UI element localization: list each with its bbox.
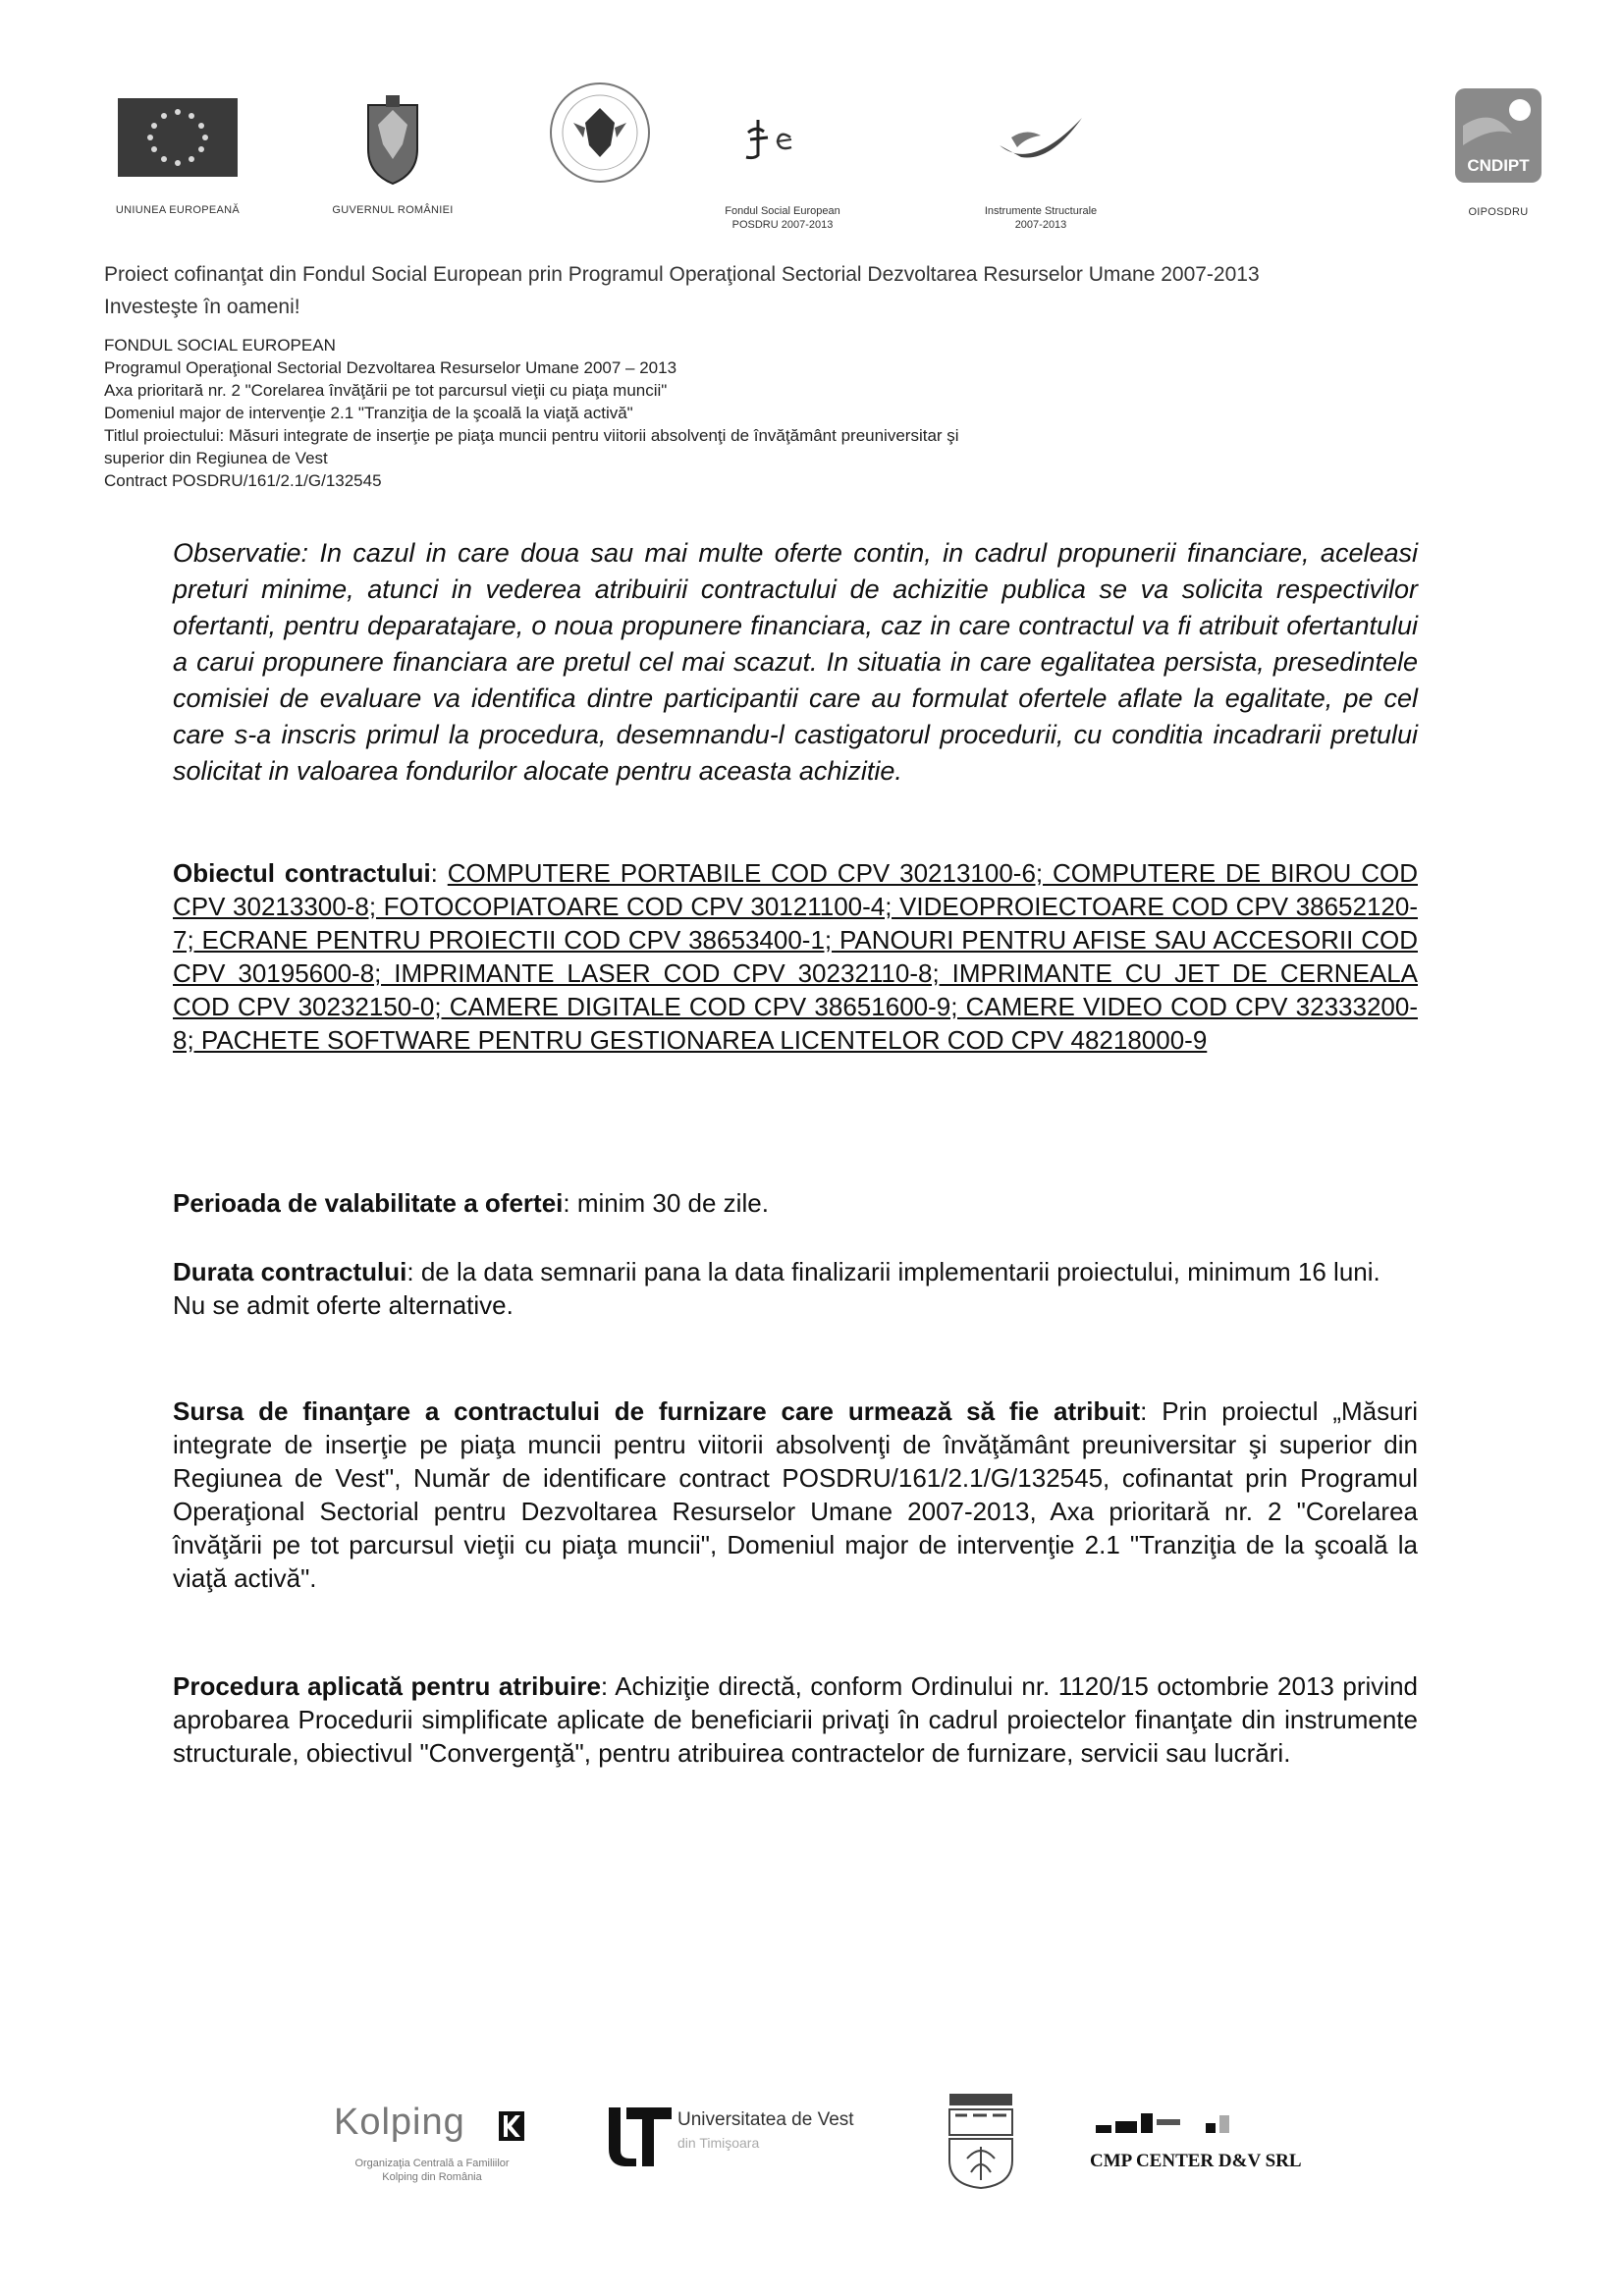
fse-mark-icon: [736, 108, 805, 162]
contract-number: Contract POSDRU/161/2.1/G/132545: [104, 471, 382, 490]
kolping-subtitle: [334, 2157, 530, 2184]
uvt-subtitle: din Timişoara: [677, 2135, 760, 2151]
cmp-name: CMP CENTER D&V SRL: [1090, 2151, 1302, 2171]
swoosh-icon: [992, 108, 1090, 177]
coat-of-arms-icon: [358, 90, 427, 189]
header-logo-row: [0, 0, 1623, 246]
fund-name: FONDUL SOCIAL EUROPEAN: [104, 336, 336, 355]
observation-paragraph: Observatie: In cazul in care doua sau mai multe oferte contin, in cadrul propunerii financiare, aceleasi preturi minime, atunci in vederea atribuirii contractului de achizitie publica se va solicita respectivilor ofertanti, pentru deparatajare, o noua propunere financiara, caz in care contractul va fi atribuit ofertantului a carui propunere financiara are pretul cel mai scazut. In situatia in care egalitatea persista, presedintele comisiei de evaluare va identifica dintre participantii care au formulat ofertele aflate la egalitate, pe cel care s-a inscris primul la procedura, desemnandu-l castigatorul procedurii, cu conditia incadrarii pretului solicitat in valoarea fondurilor alocate pentru aceasta achizitie.: [173, 538, 1418, 786]
cmp-mark-icon: [1096, 2111, 1292, 2137]
fse-caption: [699, 204, 866, 232]
cmp-logo: [1090, 2111, 1306, 2190]
structural-caption-line2: 2007-2013: [1014, 219, 1067, 231]
duration-section: Durata contractului: de la data semnarii pana la data finalizarii implementarii proiectului, minimum 16 luni. Nu se admit oferte alternative.: [173, 1255, 1418, 1322]
cndipt-icon: [1453, 86, 1543, 185]
procedure-section: Procedura aplicată pentru atribuire: Achiziţie directă, conform Ordinului nr. 1120/15 octombrie 2013 privind aprobarea Procedurii simplificate aplicate de beneficiarii privaţi în cadrul proiectelor finanţate din instrumente structurale, obiectivul "Convergenţă", pentru atribuirea contractelor de furnizare, servicii sau lucrări.: [173, 1671, 1418, 1768]
kolping-sub-line1: Organizaţia Centrală a Familiilor: [354, 2158, 510, 2169]
uvt-name: Universitatea de Vest: [677, 2109, 854, 2130]
duration-label: Durata contractului: [173, 1257, 407, 1286]
seal-icon: [546, 79, 654, 187]
project-title-line1: Titlul proiectului: Măsuri integrate de inserţie pe piaţa muncii pentru viitorii absolvenţi de învăţământ preuniversitar şi: [104, 426, 959, 445]
footer-logo-row: [0, 2092, 1623, 2229]
cndipt-logo: [1453, 86, 1543, 185]
fse-caption-line1: Fondul Social European: [725, 205, 840, 217]
contract-object-section: Obiectul contractului: COMPUTERE PORTABILE COD CPV 30213100-6; COMPUTERE DE BIROU COD CPV 30213300-8; FOTOCOPIATOARE COD CPV 30121100-4; VIDEOPROIECTOARE COD CPV 38652120-7; ECRANE PENTRU PROIECTII COD CPV 38653400-1; PANOURI PENTRU AFISE SAU ACCESORII COD CPV 30195600-8; IMPRIMANTE LASER COD CPV 30232110-8; IMPRIMANTE CU JET DE CERNEALA COD CPV 30232150-0; CAMERE DIGITALE COD CPV 38651600-9; CAMERE VIDEO COD CPV 32333200-8; PACHETE SOFTWARE PENTRU GESTIONAREA LICENTELOR COD CPV 48218000-9: [173, 858, 1418, 1055]
funding-section: Sursa de finanţare a contractului de furnizare care urmează să fie atribuit: Prin proiectul „Măsuri integrate de inserţie pe piaţa muncii pentru viitorii absolvenţi de învăţământ preuniversitar şi superior din Regiunea de Vest", Număr de identificare contract POSDRU/161/2.1/G/132545, cofinantat prin Programul Operaţional Sectorial pentru Dezvoltarea Resurselor Umane 2007-2013, Axa prioritară nr. 2 "Corelarea învăţării pe tot parcursul vieţii cu piaţa muncii", Domeniul major de intervenţie 2.1 "Tranziţia de la şcoală la viaţă activă".: [173, 1396, 1418, 1593]
validity-label: Perioada de valabilitate a ofertei: [173, 1188, 564, 1218]
validity-text: minim 30 de zile.: [576, 1188, 769, 1218]
eu-stars-icon: [118, 98, 238, 177]
cndipt-caption: OIPOSDRU: [1468, 206, 1529, 218]
ministry-seal-logo: [546, 79, 654, 187]
validity-section: Perioada de valabilitate a ofertei: minim 30 de zile.: [173, 1188, 769, 1218]
intro-line1: Proiect cofinanţat din Fondul Social European prin Programul Operaţional Sectorial Dezvoltarea Resurselor Umane 2007-2013: [104, 263, 1260, 286]
kolping-sub-line2: Kolping din România: [382, 2171, 482, 2183]
fse-caption-line2: POSDRU 2007-2013: [731, 219, 834, 231]
kolping-wordmark: Kolping: [334, 2102, 465, 2143]
eu-caption: UNIUNEA EUROPEANĂ: [115, 204, 241, 216]
kolping-logo: [334, 2102, 540, 2210]
duration-text: de la data semnarii pana la data finalizarii implementarii proiectului, minimum 16 luni.: [420, 1257, 1380, 1286]
intervention-domain: Domeniul major de intervenţie 2.1 "Tranziţia de la şcoală la viaţă activă": [104, 404, 633, 422]
project-title-line2: superior din Regiunea de Vest: [104, 449, 328, 467]
contract-object-text: COMPUTERE PORTABILE COD CPV 30213100-6; COMPUTERE DE BIROU COD CPV 30213300-8; FOTOCOPIATOARE COD CPV 30121100-4; VIDEOPROIECTOARE COD CPV 38652120-7; ECRANE PENTRU PROIECTII COD CPV 38653400-1; PANOURI PENTRU AFISE SAU ACCESORII COD CPV 30195600-8; IMPRIMANTE LASER COD CPV 30232110-8; IMPRIMANTE CU JET DE CERNEALA COD CPV 30232150-0; CAMERE DIGITALE COD CPV 38651600-9; CAMERE VIDEO COD CPV 32333200-8; PACHETE SOFTWARE PENTRU GESTIONAREA LICENTELOR COD CPV 48218000-9: [173, 858, 1418, 1055]
structural-caption-line1: Instrumente Structurale: [984, 205, 1098, 217]
uvt-logo: [607, 2104, 892, 2182]
crest-icon: [947, 2092, 1014, 2190]
crest-logo: [947, 2092, 1014, 2190]
alternative-offers-note: Nu se admit oferte alternative.: [173, 1290, 514, 1320]
gov-caption: GUVERNUL ROMÂNIEI: [332, 204, 454, 216]
fse-logo: [736, 108, 805, 162]
intro-block: [104, 334, 1282, 492]
funding-label: Sursa de finanţare a contractului de furnizare care urmează să fie atribuit: [173, 1396, 1141, 1426]
contract-object-label: Obiectul contractului: [173, 858, 431, 888]
intro-line2: Investeşte în oameni!: [104, 296, 300, 318]
eu-flag-logo: [118, 98, 238, 177]
procedure-label: Procedura aplicată pentru atribuire: [173, 1671, 601, 1701]
svg-text:CNDIPT: CNDIPT: [1467, 156, 1530, 175]
procedure-text: Achiziţie directă, conform Ordinului nr. 1120/15 octombrie 2013 privind aprobarea Procedurii simplificate aplicate de beneficiarii privaţi în cadrul proiectelor finanţate din instrumente structurale, obiectivul "Convergenţă", pentru atribuirea contractelor de furnizare, servicii sau lucrări.: [173, 1671, 1418, 1768]
romanian-coat-of-arms-logo: [358, 90, 427, 189]
kolping-k-icon: [499, 2111, 524, 2141]
program-name: Programul Operaţional Sectorial Dezvoltarea Resurselor Umane 2007 – 2013: [104, 358, 677, 377]
priority-axis: Axa prioritară nr. 2 "Corelarea învăţării pe tot parcursul vieţii cu piaţa muncii": [104, 381, 668, 400]
structural-caption: [967, 204, 1114, 232]
funding-text: Prin proiectul „Măsuri integrate de inserţie pe piaţa muncii pentru viitorii absolvenţi de învăţământ preuniversitar şi superior din Regiunea de Vest", Număr de identificare contract POSDRU/161/2.1/G/132545, cofinantat prin Programul Operaţional Sectorial pentru Dezvoltarea Resurselor Umane 2007-2013, Axa prioritară nr. 2 "Corelarea învăţării pe tot parcursul vieţii cu piaţa muncii", Domeniul major de intervenţie 2.1 "Tranziţia de la şcoală la viaţă activă".: [173, 1396, 1418, 1593]
uvt-mark-icon: [607, 2104, 674, 2170]
structural-instruments-logo: [992, 108, 1090, 177]
